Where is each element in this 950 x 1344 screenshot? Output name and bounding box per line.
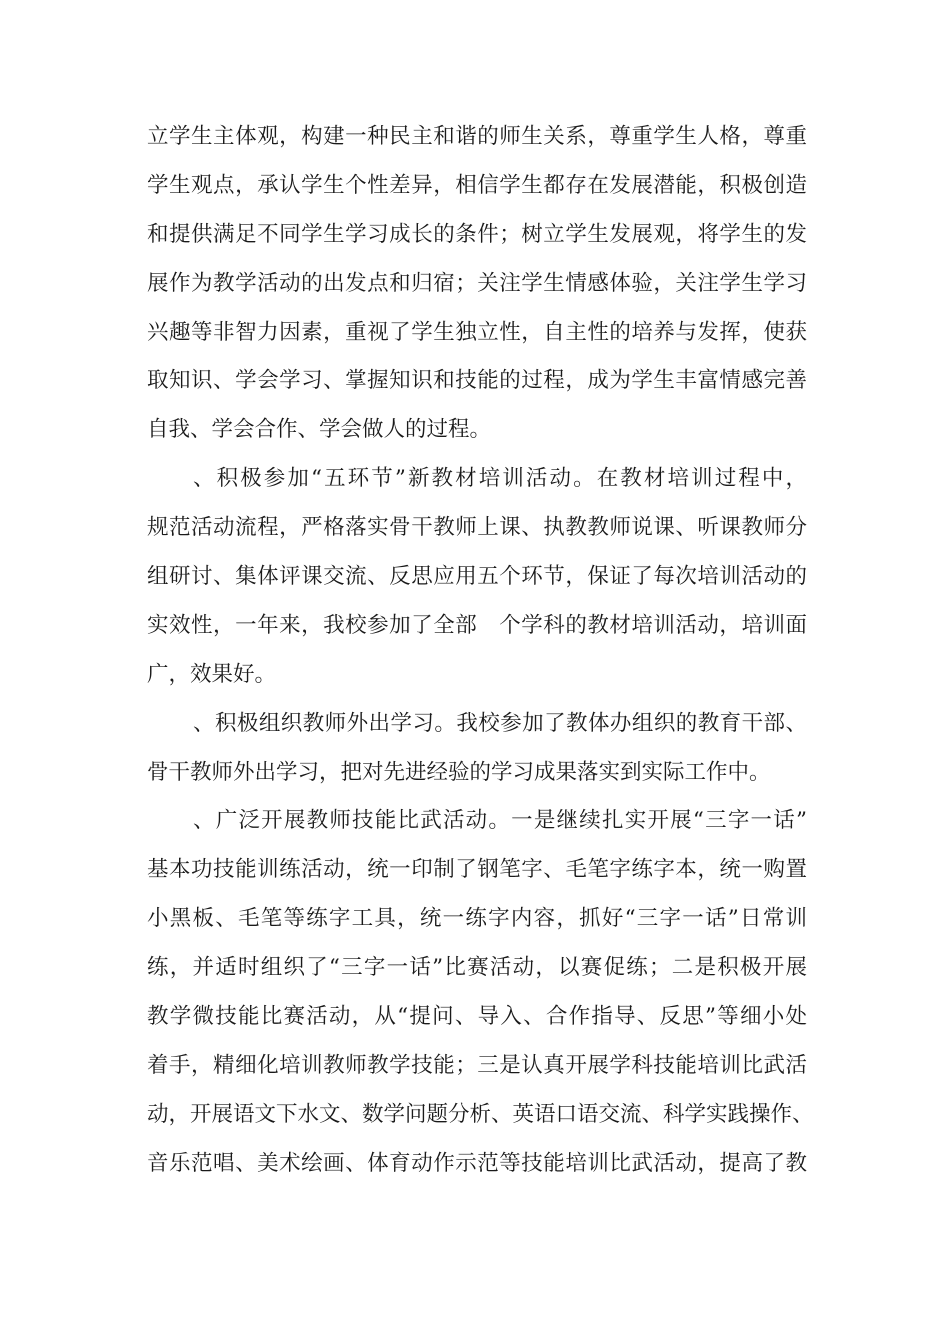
paragraph-1 — [147, 113, 807, 455]
text-line: 小黑板、毛笔等练字工具，统一练字内容，抓好“三字一话”日常训 — [147, 906, 807, 932]
text-line: 和提供满足不同学生学习成长的条件；树立学生发展观，将学生的发 — [147, 221, 807, 247]
text-line: 兴趣等非智力因素，重视了学生独立性，自主性的培养与发挥，使获 — [147, 319, 807, 345]
paragraph-2 — [147, 455, 807, 699]
text-line: 展作为教学活动的出发点和归宿；关注学生情感体验，关注学生学习 — [147, 270, 807, 296]
text-line: 取知识、学会学习、掌握知识和技能的过程，成为学生丰富情感完善 — [147, 368, 807, 394]
text-line: 教学微技能比赛活动，从“提问、导入、合作指导、反思”等细小处 — [147, 1004, 807, 1030]
text-line: 规范活动流程，严格落实骨干教师上课、执教教师说课、听课教师分 — [147, 515, 807, 541]
paragraph-3 — [147, 700, 807, 798]
paragraph-4 — [147, 797, 814, 1188]
document-page — [147, 113, 814, 1189]
text-line: 骨干教师外出学习，把对先进经验的学习成果落实到实际工作中。 — [147, 759, 771, 785]
text-line: 练，并适时组织了“三字一话”比赛活动，以赛促练；二是积极开展 — [147, 955, 807, 981]
text-line: 音乐范唱、美术绘画、体育动作示范等技能培训比武活动，提高了教 — [147, 1150, 807, 1176]
text-line: 自我、学会合作、学会做人的过程。 — [147, 417, 492, 443]
text-line: 动，开展语文下水文、数学问题分析、英语口语交流、科学实践操作、 — [147, 1101, 814, 1127]
text-line: 实效性，一年来，我校参加了全部 个学科的教材培训活动，培训面 — [147, 612, 807, 638]
text-line: 、积极参加“五环节”新教材培训活动。在教材培训过程中， — [193, 466, 807, 492]
text-line: 基本功技能训练活动，统一印制了钢笔字、毛笔字练字本，统一购置 — [147, 857, 807, 883]
text-line: 立学生主体观，构建一种民主和谐的师生关系，尊重学生人格，尊重 — [147, 124, 807, 149]
text-line: 组研讨、集体评课交流、反思应用五个环节，保证了每次培训活动的 — [147, 564, 807, 590]
text-line: 、广泛开展教师技能比武活动。一是继续扎实开展“三字一话” — [193, 808, 807, 834]
text-line: 着手，精细化培训教师教学技能；三是认真开展学科技能培训比武活 — [147, 1052, 807, 1078]
text-line: 、积极组织教师外出学习。我校参加了教体办组织的教育干部、 — [193, 710, 807, 736]
text-line: 广，效果好。 — [147, 661, 277, 687]
text-line: 学生观点，承认学生个性差异，相信学生都存在发展潜能，积极创造 — [147, 172, 807, 198]
